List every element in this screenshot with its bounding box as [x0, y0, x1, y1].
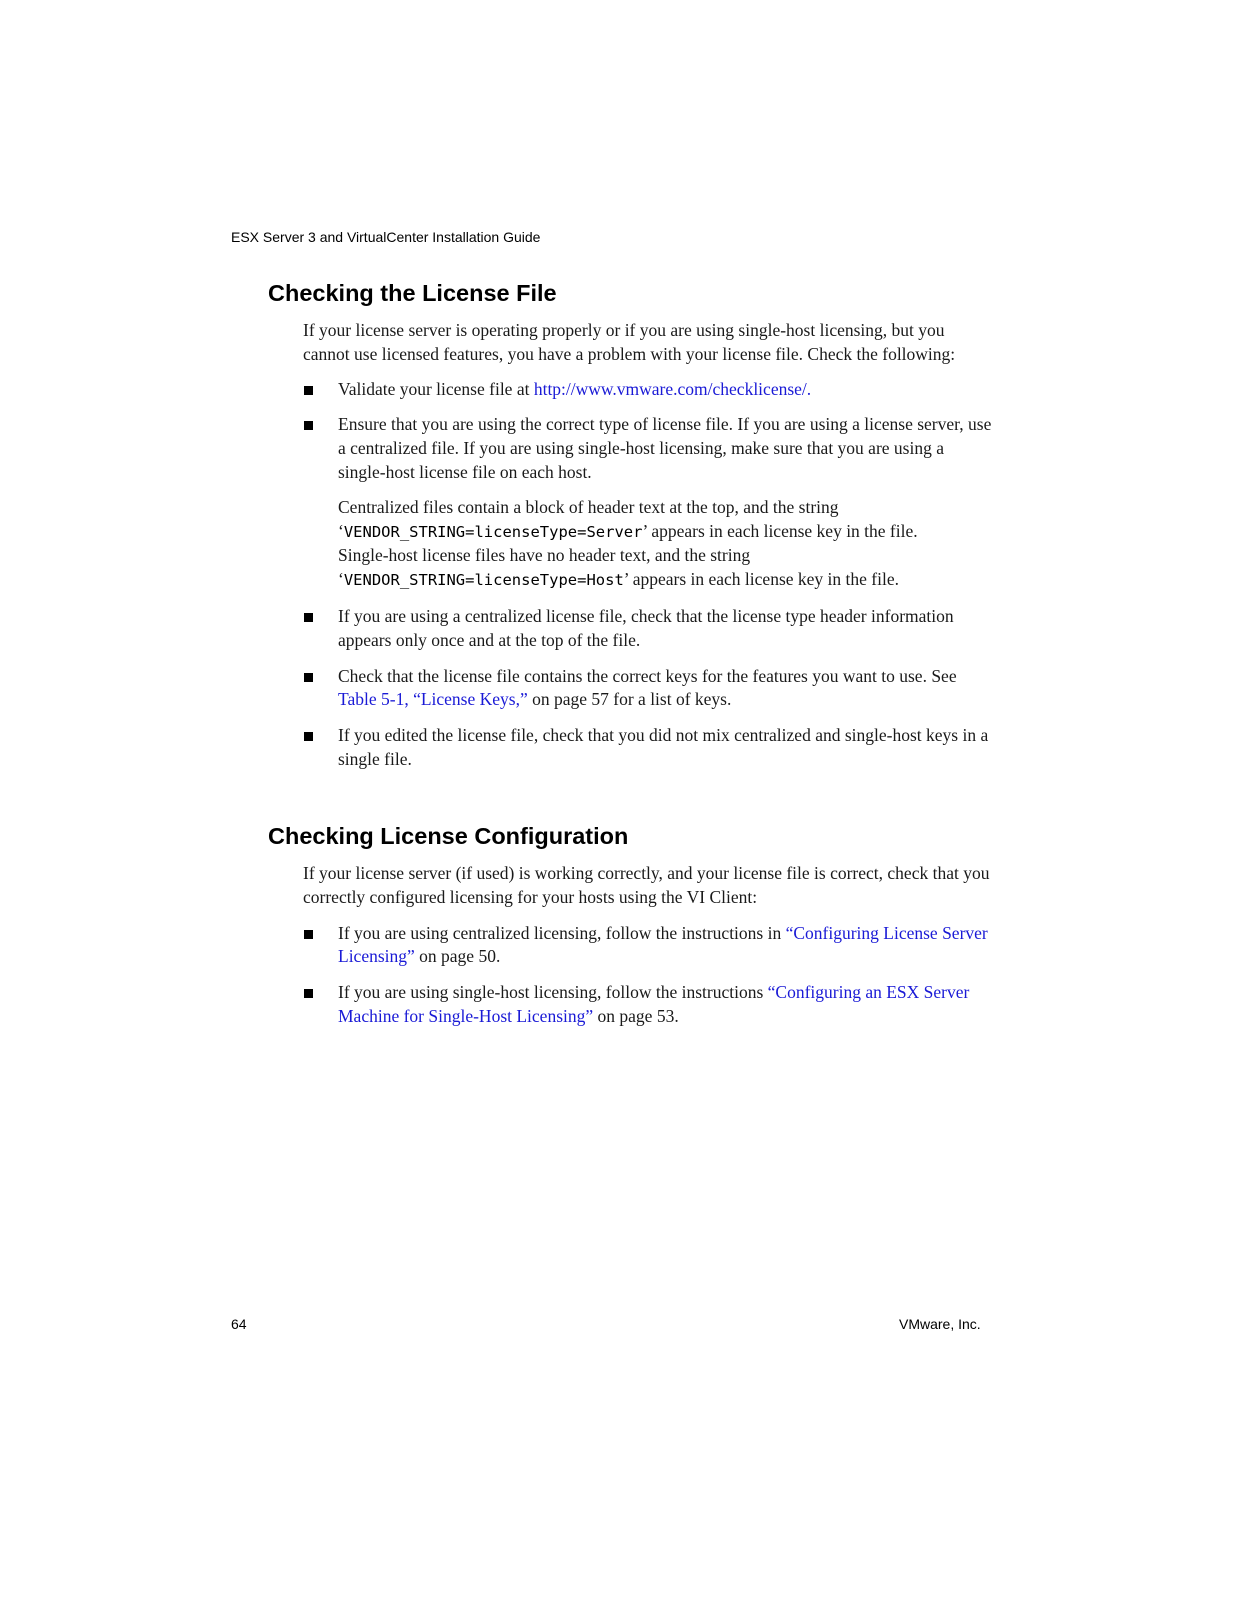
- checklist: [303, 605, 993, 772]
- square-bullet-icon: [304, 613, 313, 622]
- configuring-single-host-link[interactable]: “Configuring an ESX Server Machine for Single-Host Licensing”: [338, 982, 970, 1026]
- list-item: Ensure that you are using the correct type of license file. If you are using a license server, use a centralized file. If you are using single-host licensing, make sure that you are using a single-host license file on each host.: [303, 413, 993, 484]
- square-bullet-icon: [304, 386, 313, 395]
- checklist: [303, 378, 993, 485]
- footer-company: VMware, Inc.: [899, 1316, 981, 1332]
- list-item: If you are using centralized licensing, follow the instructions in “Configuring License Server Licensing” on page 50.: [303, 922, 993, 970]
- section-heading-license-file: Checking the License File: [268, 280, 557, 306]
- checklist: [303, 922, 993, 1029]
- square-bullet-icon: [304, 421, 313, 430]
- section-heading-license-configuration: Checking License Configuration: [268, 823, 629, 849]
- checklicense-link[interactable]: http://www.vmware.com/checklicense/: [533, 378, 807, 399]
- square-bullet-icon: [304, 930, 313, 939]
- code-string: VENDOR_STRING=licenseType=Server: [343, 522, 643, 541]
- square-bullet-icon: [304, 673, 313, 682]
- configuring-license-server-link[interactable]: “Configuring License Server Licensing”: [338, 922, 988, 967]
- license-keys-table-link[interactable]: Table 5-1, “License Keys,”: [338, 689, 528, 710]
- list-item: Check that the license file contains the correct keys for the features you want to use. See Table 5-1, “License Keys,” on page 57 for a list of keys.: [303, 665, 993, 713]
- square-bullet-icon: [304, 989, 313, 998]
- list-item: If you are using single-host licensing, follow the instructions “Configuring an ESX Server Machine for Single-Host Licensing” on page 53.: [303, 981, 993, 1029]
- page-number: 64: [231, 1316, 247, 1332]
- list-item: Validate your license file at http://www.vmware.com/checklicense/.: [303, 378, 993, 402]
- code-string: VENDOR_STRING=licenseType=Host: [343, 571, 624, 590]
- running-header: ESX Server 3 and VirtualCenter Installation Guide: [231, 229, 541, 245]
- square-bullet-icon: [304, 732, 313, 741]
- section-body-license-file: [303, 319, 993, 772]
- list-item: If you edited the license file, check that you did not mix centralized and single-host keys in a single file.: [303, 724, 993, 772]
- section-body-license-configuration: [303, 862, 993, 1029]
- indented-note: Centralized files contain a block of header text at the top, and the string ‘VENDOR_STRING=licenseType=Server’ appears in each license key in the file. Single-host license files have no header text, and the string ‘VENDOR_STRING=licenseType=Host’ appears in each license key in the file.: [338, 496, 918, 590]
- list-item: If you are using a centralized license file, check that the license type header information appears only once and at the top of the file.: [303, 605, 993, 653]
- intro-paragraph: If your license server is operating properly or if you are using single-host licensing, but you cannot use licensed features, you have a problem with your license file. Check the following:: [303, 320, 956, 364]
- intro-paragraph: If your license server (if used) is working correctly, and your license file is correct, check that you correctly configured licensing for your hosts using the VI Client:: [303, 863, 990, 907]
